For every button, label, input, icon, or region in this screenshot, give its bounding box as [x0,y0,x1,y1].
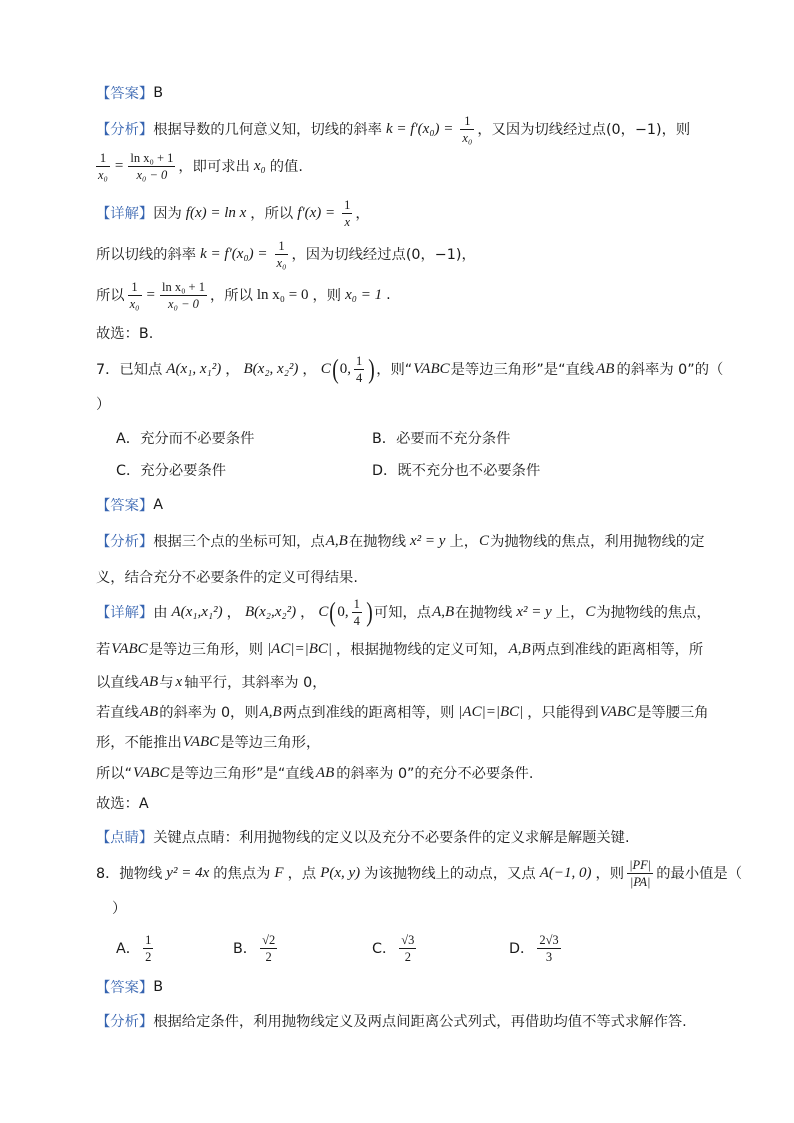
analysis-label: 【分析】 [96,534,154,550]
focus-f: F [274,864,284,881]
text: 由 [153,605,168,621]
text: 若直线 [96,705,139,721]
q8-option-c [372,932,419,964]
x-axis-symbol: x [175,673,183,690]
math-slope: k = f′(x₀) = [200,245,268,262]
point-c: C [585,603,596,620]
text: 所以“ [96,766,133,782]
option-label: C． [372,941,397,957]
q8-analysis-line [96,1010,687,1032]
fraction-denominator: x₀ [129,296,140,311]
text: ， [225,362,240,378]
text: 为抛物线的焦点，利用抛物线的定 [490,534,705,550]
fraction-numerator: 1 [131,279,138,294]
detail-label: 【详解】 [96,206,154,222]
fraction-denominator: x₀ − 0 [160,295,207,311]
text: 是等边三角形”是“直线 [170,766,314,782]
text: 抛物线 [119,866,163,882]
fraction-denominator: x₀ [462,130,473,145]
q7-analysis-line-2 [96,566,358,588]
point-b: B(x₂, x₂²) [243,360,299,377]
point-a: A(x₁,x₁²) [171,603,223,620]
fraction-numerator: 1 [353,596,360,611]
q7-option-a [116,427,254,449]
points-ab: A,B [432,603,455,620]
q8-option-b [233,932,280,964]
text: ，则 [312,288,342,304]
q8-option-d [509,932,564,964]
triangle-abc: VABC [182,733,220,750]
fraction-denominator: x [342,213,352,229]
fraction [275,239,289,270]
q6-conclusion [96,322,153,344]
q6-detail-line-1 [96,197,370,229]
answer-value: A [153,497,163,513]
q7-option-b [372,427,510,449]
text: 在抛物线 [348,534,407,550]
text: ，只能得到 [527,705,599,721]
text: 的斜率为 0，则 [159,705,259,721]
math-slope: k = f′(x₀) = [385,120,454,137]
points-ab: A,B [508,640,531,657]
point-b: B(x₂,x₂²) [244,603,297,620]
fraction-numerator: ln x₀ + 1 [161,279,205,294]
q6-answer-line [96,82,163,104]
text: ，则 [595,866,625,882]
text: ， [226,605,241,621]
fraction-denominator: x₀ − 0 [128,166,175,182]
answer-label: 【答案】 [96,980,154,996]
option-label: D． [372,463,398,479]
fraction-denominator: 3 [537,948,560,964]
option-text: 充分而不必要条件 [140,431,255,447]
q6-detail-line-2 [96,238,476,270]
fraction-numerator: 1 [344,197,351,212]
q7-answer-line [96,494,163,516]
text: 是等边三角形， [220,735,321,751]
fraction-denominator: x₀ [276,255,287,270]
key-point-label: 【点睛】 [96,830,154,846]
text: 是等腰三角 [637,705,709,721]
fraction [160,280,207,311]
fraction-numerator: 1 [355,353,363,368]
q8-answer-line [96,976,163,998]
fraction-denominator: 2 [145,949,152,964]
line-ab: AB [139,673,159,690]
point-p: P(x, y) [320,864,361,881]
parabola-equation: y² = 4x [166,864,210,881]
math-log-equation: ln x₀ = 0 [256,286,309,303]
fraction-numerator: ln x₀ + 1 [130,150,174,165]
key-point-text: 关键点点睛：利用抛物线的定义以及充分不必要条件的定义求解是解题关键. [153,830,630,846]
text: 上， [449,534,479,550]
parabola-equation: x² = y [410,532,446,549]
q7-analysis-line-1 [96,530,705,552]
q7-detail-line-2 [96,638,703,660]
analysis-label: 【分析】 [96,1014,154,1030]
text: ，点 [287,866,317,882]
text: 为该抛物线上的动点，又点 [364,866,536,882]
q7-stem-line [96,353,724,385]
option-label: D． [509,941,535,957]
fraction-denominator: 4 [353,613,360,628]
option-label: B． [233,941,258,957]
line-ab: AB [315,764,335,781]
fraction-denominator: 4 [355,370,363,385]
fraction-numerator: 2√3 [539,932,559,947]
line-ab: AB [596,360,615,377]
q7-conclusion [96,792,149,814]
fraction [342,198,352,229]
q8-stem-line [96,857,743,889]
answer-label: 【答案】 [96,498,154,514]
text: 是等边三角形”是“直线 [450,362,595,378]
triangle-abc: VABC [599,703,637,720]
point-c-x: 0, [339,360,351,377]
point-c-name: C [320,360,331,377]
answer-value: B [153,85,163,101]
fraction-numerator: 1 [278,238,285,253]
q8-stem-close [112,897,126,919]
option-label: A． [116,941,141,957]
paren-open: ( [331,354,339,384]
point-c-name: C [318,603,329,620]
option-label: C． [116,463,141,479]
option-label: A． [116,431,141,447]
question-number: 7． [96,362,120,378]
fraction-numerator: 1 [145,932,152,947]
text: 轴平行，其斜率为 0， [184,675,327,691]
detail-label: 【详解】 [96,605,154,621]
point-a: A(x₁, x₁²) [166,360,222,377]
conclusion-text: 故选：B. [96,326,154,342]
text: ，所以 [250,206,294,222]
math-x0: x₀ [253,157,266,174]
equals-sign: = [146,286,155,303]
text: 以直线 [96,675,139,691]
analysis-text: 根据给定条件，利用抛物线定义及两点间距离公式列式，再借助均值不等式求解作答. [153,1014,687,1030]
option-fraction [399,933,416,964]
text: 的最小值是（ [656,866,743,882]
fraction-numerator: |PF| [629,857,652,872]
paren-close: ) [366,597,373,627]
option-fraction [260,933,277,964]
math-function: f(x) = ln x [185,204,247,221]
option-text: 必要而不充分条件 [396,431,511,447]
q7-option-c [116,459,226,481]
conclusion-text: 故选：A [96,796,149,812]
fraction-denominator: 2 [399,948,416,964]
math-result: x₀ = 1 [345,286,383,303]
fraction-denominator: x₀ [98,167,108,182]
option-text: 充分必要条件 [140,463,227,479]
text: 因为 [153,206,182,222]
parabola-equation: x² = y [516,603,552,620]
point-c-x: 0, [337,603,349,620]
fraction-numerator: √2 [262,932,276,947]
fraction [128,280,142,311]
text: 为抛物线的焦点， [596,605,711,621]
text: ，根据抛物线的定义可知， [336,642,508,658]
text: ， [302,362,317,378]
triangle-abc: VABC [413,360,450,377]
points-ab: A,B [259,703,282,720]
fraction [96,151,110,182]
q7-detail-line-1 [96,596,711,628]
fraction [460,114,474,145]
q6-analysis-line-2 [96,150,303,182]
text: 形，不能推出 [96,735,182,751]
text: 是等边三角形，则 [148,642,264,658]
q7-detail-line-6 [96,762,533,784]
question-number: 8． [96,866,120,882]
text: 的焦点为 [213,866,271,882]
text: ，因为切线经过点(0，−1)， [291,247,476,263]
point-c: C [479,532,490,549]
triangle-abc: VABC [111,640,148,657]
text: ，则“ [376,362,413,378]
text: 所以 [96,288,125,304]
text: 的值. [269,159,303,175]
text: ， [300,605,315,621]
text: 已知点 [119,362,163,378]
close-paren: ） [96,397,111,413]
q6-analysis-line-1 [96,113,691,145]
option-text: 既不充分也不必要条件 [397,463,541,479]
ratio-fraction [627,858,653,889]
q7-stem-close [96,393,110,415]
distance-equality: |AC|=|BC| [458,703,524,720]
text: ，又因为切线经过点(0，−1)，则 [477,122,691,138]
distance-equality: |AC|=|BC| [267,640,333,657]
close-paren: ） [112,901,127,917]
option-label: B． [372,431,397,447]
text: 两点到准线的距离相等，则 [282,705,455,721]
math-derivative: f′(x) = [297,204,336,221]
text: 与 [159,675,174,691]
text: 上， [555,605,585,621]
option-fraction [537,933,560,964]
answer-label: 【答案】 [96,86,154,102]
q6-detail-line-3 [96,279,391,311]
q7-option-d [372,459,540,481]
text: 两点到准线的距离相等，所 [531,642,704,658]
paren-open: ( [329,597,337,627]
fraction [128,151,175,182]
analysis-label: 【分析】 [96,122,154,138]
fraction [352,597,362,628]
q8-option-a [116,932,156,964]
text: 的斜率为 0”的（ [616,362,724,378]
q7-detail-line-4 [96,701,709,723]
text: 根据三个点的坐标可知，点 [153,534,325,550]
text: ，即可求出 [178,159,250,175]
fraction-numerator: 1 [464,113,471,128]
fraction-numerator: √3 [401,932,415,947]
text: 可知，点 [373,605,432,621]
fraction-denominator: 2 [260,948,277,964]
q7-key-point [96,826,630,848]
point-a: A(−1, 0) [539,864,592,881]
paren-close: ) [368,354,375,384]
text: 若 [96,642,111,658]
equals-sign: = [114,157,124,174]
text: 在抛物线 [455,605,513,621]
text: . [386,287,391,303]
triangle-abc: VABC [133,764,170,781]
text: ， [355,206,370,222]
option-fraction [143,933,153,964]
fraction-numerator: 1 [99,150,107,165]
fraction-denominator: |PA| [627,873,653,889]
line-ab: AB [139,703,159,720]
q7-detail-line-5 [96,731,320,753]
points-ab: A,B [325,532,348,549]
fraction [354,354,364,385]
q7-detail-line-3 [96,671,327,693]
text: 的斜率为 0”的充分不必要条件. [336,766,534,782]
answer-value: B [153,979,163,995]
text: 根据导数的几何意义知，切线的斜率 [153,122,382,138]
text: 义，结合充分不必要条件的定义可得结果. [96,570,358,586]
text: ，所以 [209,288,253,304]
text: 所以切线的斜率 [96,247,197,263]
